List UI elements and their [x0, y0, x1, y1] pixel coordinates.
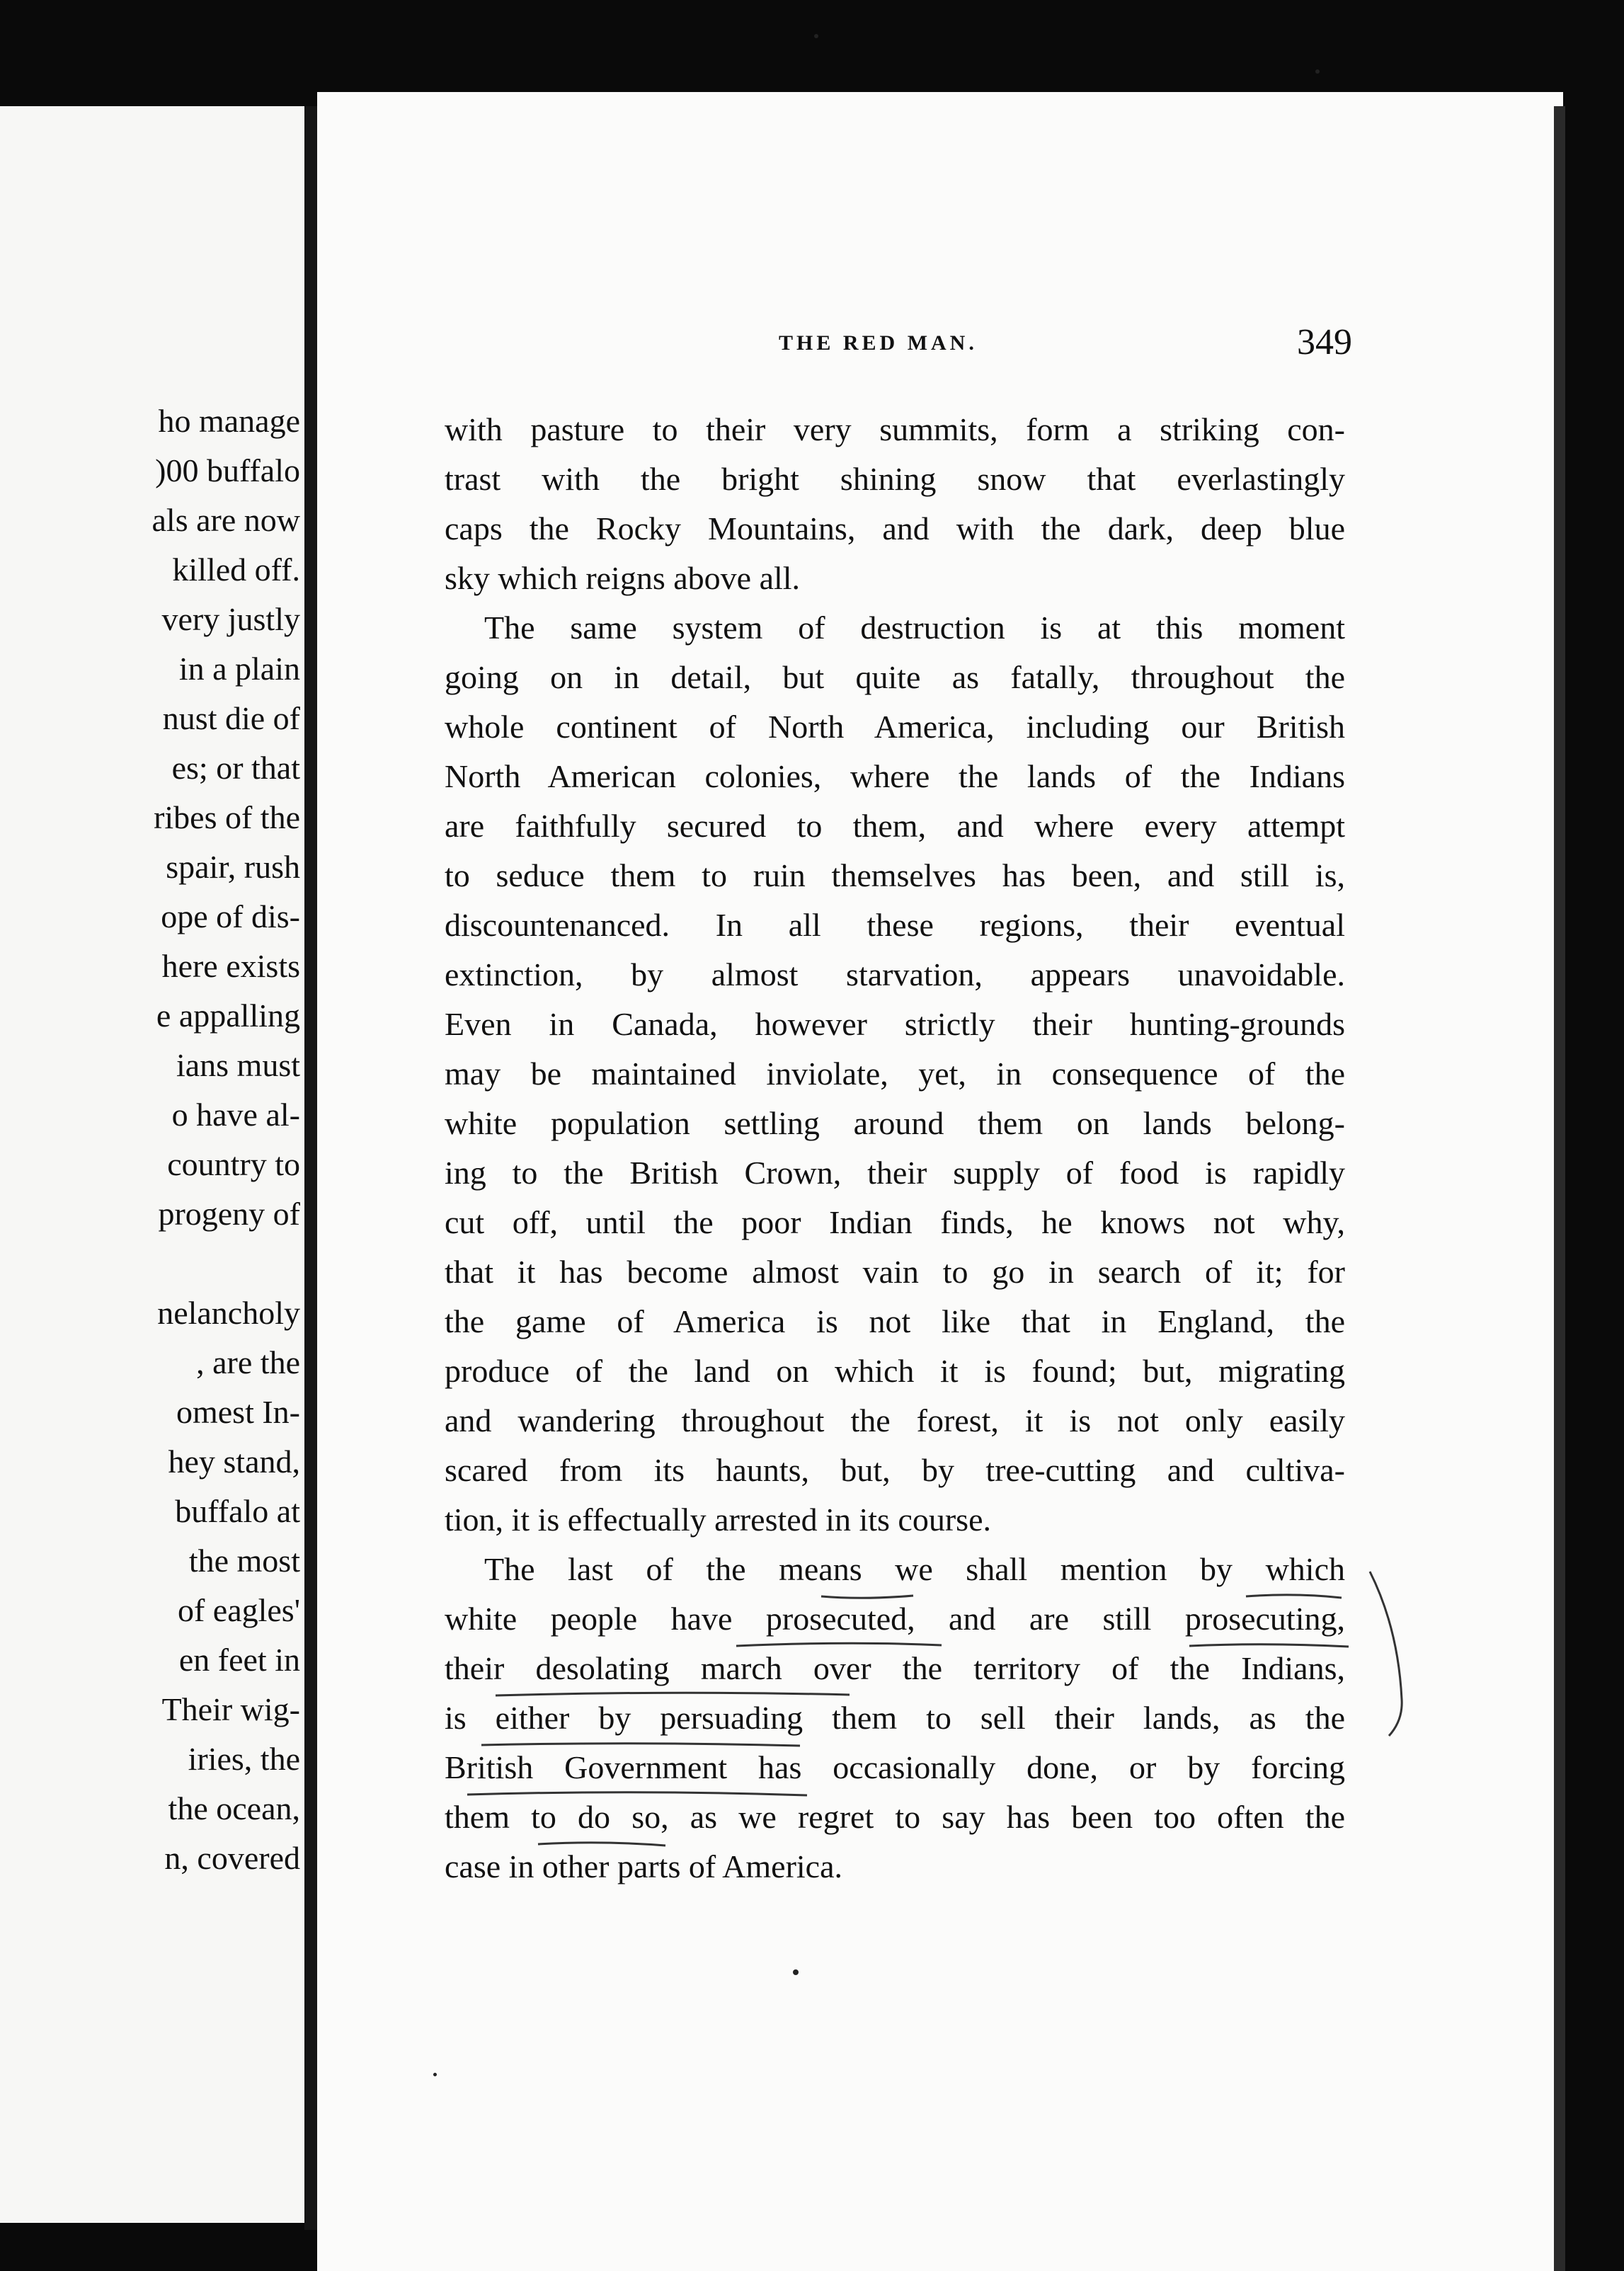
left-page-line: nust die of: [162, 700, 300, 736]
left-page-line: omest In-: [176, 1394, 300, 1430]
left-page-line: ribes of the: [154, 799, 300, 835]
text-line: case in other parts of America.: [445, 1848, 842, 1884]
left-page-line: en feet in: [178, 1642, 300, 1678]
scan-speck: [1315, 69, 1320, 74]
left-page-line: the ocean,: [168, 1790, 300, 1826]
left-page-line: ope of dis-: [161, 898, 300, 934]
text-line: their desolating march over the territory of the Indians,: [445, 1650, 1345, 1686]
left-page-line: es; or that: [171, 750, 300, 786]
text-line: caps the Rocky Mountains, and with the dark, deep blue: [445, 510, 1345, 547]
pencil-underline: [467, 1792, 807, 1795]
text-line: trast with the bright shining snow that everlastingly: [445, 461, 1345, 497]
left-page-line: progeny of: [158, 1196, 300, 1232]
text-line: white population settling around them on lands belong-: [445, 1105, 1345, 1141]
text-line: produce of the land on which it is found; but, migrating: [445, 1353, 1345, 1389]
text-line: sky which reigns above all.: [445, 560, 801, 596]
text-line: cut off, until the poor Indian finds, he knows not why,: [445, 1204, 1345, 1240]
left-page-line: iries, the: [188, 1741, 300, 1777]
left-page-line: spair, rush: [166, 849, 300, 885]
left-page-line: , are the: [196, 1344, 300, 1380]
pencil-underline: [538, 1843, 665, 1846]
left-page-line: o have al-: [171, 1097, 300, 1133]
text-line: going on in detail, but quite as fatally, throughout the: [445, 659, 1345, 695]
left-page-line: ians must: [176, 1047, 300, 1083]
page-number: 349: [1297, 322, 1352, 362]
left-page-line: Their wig-: [161, 1691, 300, 1727]
text-line: Even in Canada, however strictly their hunting-grounds: [445, 1006, 1345, 1042]
text-line: to seduce them to ruin themselves has been, and still is,: [445, 857, 1345, 893]
left-page-line: country to: [167, 1146, 300, 1182]
pencil-underline: [821, 1596, 913, 1598]
scan-speck: [814, 34, 818, 38]
text-line: discountenanced. In all these regions, their eventual: [445, 907, 1345, 943]
text-line: North American colonies, where the lands of the Indians: [445, 758, 1345, 794]
left-page-line: )00 buffalo: [155, 452, 300, 488]
left-page-line: e appalling: [156, 997, 300, 1034]
text-line: and wandering throughout the forest, it is not only easily: [445, 1402, 1345, 1438]
left-page-line: ho manage: [158, 403, 300, 439]
scan-speck: [793, 1969, 799, 1975]
text-line: are faithfully secured to them, and where every attempt: [445, 808, 1345, 844]
pencil-underline: [736, 1643, 942, 1646]
pencil-underline: [1189, 1644, 1349, 1647]
scan-speck: [433, 2073, 437, 2076]
text-line: The last of the means we shall mention by which: [484, 1551, 1345, 1587]
text-line: ing to the British Crown, their supply of food is rapidly: [445, 1155, 1345, 1191]
text-line: tion, it is effectually arrested in its course.: [445, 1501, 991, 1538]
text-line: is either by persuading them to sell their lands, as the: [445, 1700, 1345, 1736]
left-page-line: in a plain: [178, 651, 300, 687]
left-page-line: here exists: [161, 948, 300, 984]
left-page-line: killed off.: [172, 551, 300, 588]
left-page-line: buffalo at: [175, 1493, 300, 1529]
left-page-line: of eagles': [177, 1592, 300, 1628]
text-line: may be maintained inviolate, yet, in consequence of the: [445, 1056, 1345, 1092]
pencil-bracket: [1370, 1572, 1402, 1736]
text-line: them to do so, as we regret to say has been too often the: [445, 1799, 1345, 1835]
pencil-underline: [496, 1693, 850, 1695]
text-line: British Government has occasionally done, or by forcing: [445, 1749, 1345, 1785]
left-page-line: very justly: [161, 601, 300, 637]
pencil-underline: [481, 1744, 800, 1746]
text-line: with pasture to their very summits, form a striking con-: [445, 411, 1345, 447]
text-line: white people have prosecuted, and are still prosecuting,: [445, 1601, 1345, 1637]
running-head: THE RED MAN.: [779, 331, 978, 355]
left-page-line: n, covered: [164, 1840, 300, 1876]
text-line: whole continent of North America, including our British: [445, 709, 1345, 745]
left-page-line: als are now: [151, 502, 300, 538]
pencil-underline: [1246, 1595, 1342, 1598]
left-page-line: nelancholy: [157, 1295, 300, 1331]
left-page-line: hey stand,: [168, 1443, 300, 1480]
left-page-line: the most: [188, 1543, 300, 1579]
text-line: that it has become almost vain to go in search of it; for: [445, 1254, 1345, 1290]
text-line: The same system of destruction is at this moment: [484, 610, 1345, 646]
text-line: extinction, by almost starvation, appears unavoidable.: [445, 956, 1345, 993]
text-line: scared from its haunts, but, by tree-cutting and cultiva-: [445, 1452, 1345, 1488]
text-line: the game of America is not like that in England, the: [445, 1303, 1345, 1339]
